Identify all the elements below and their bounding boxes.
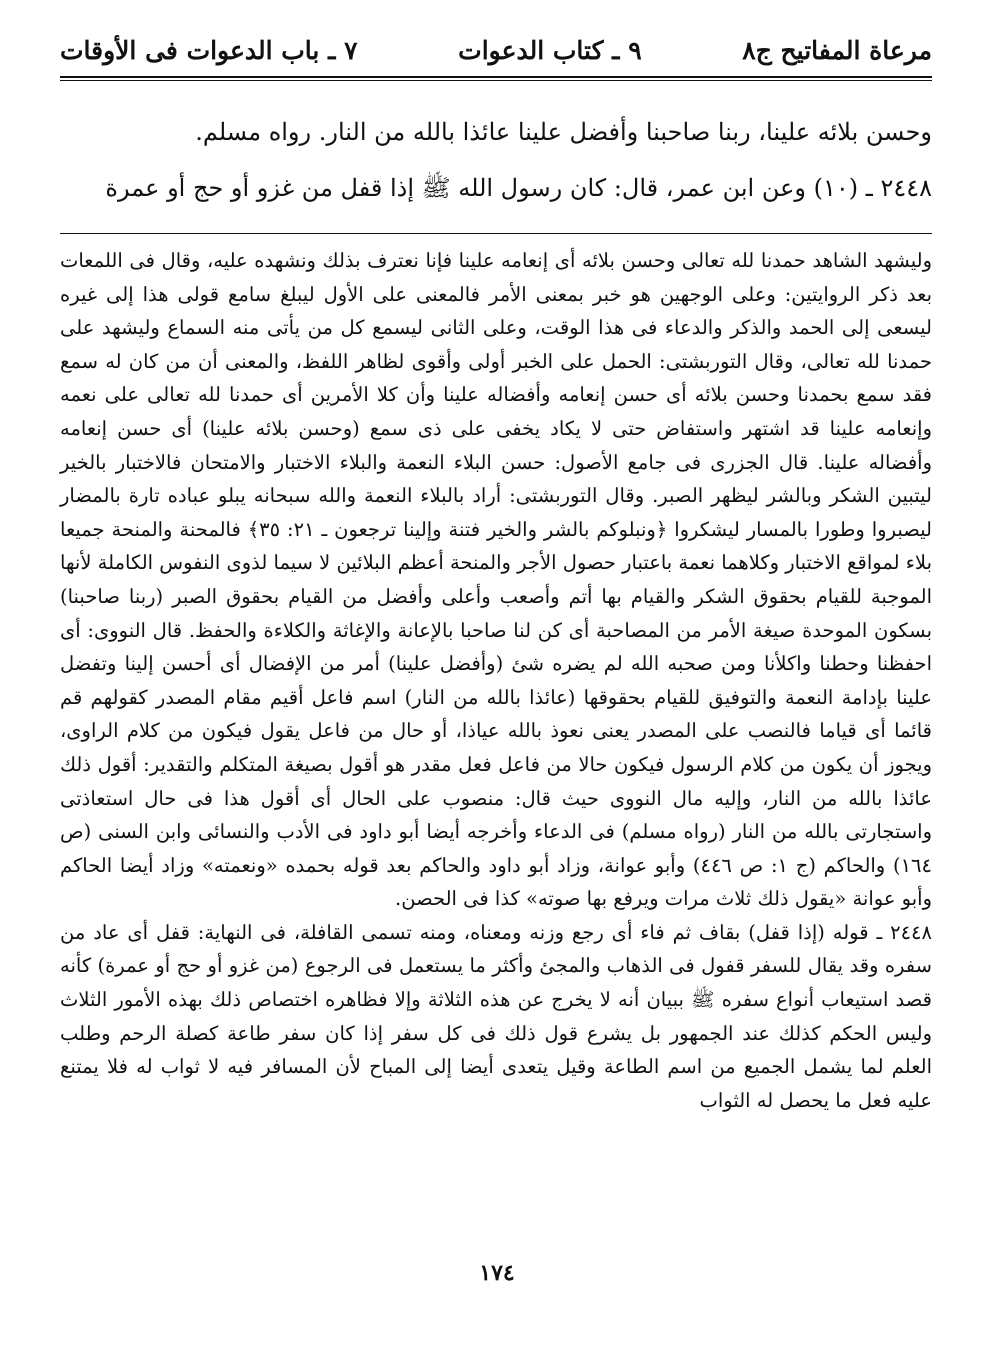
header-bab: ٧ ـ باب الدعوات فى الأوقات — [60, 35, 358, 65]
commentary-paragraph: وليشهد الشاهد حمدنا لله تعالى وحسن بلائه أى إنعامه علينا فإنا نعترف بذلك ونشهده عليه، وقال فى اللمعات بعد ذكر الروايتين: وعلى الوجهين هو خبر بمعنى الأمر فالمعنى على الأول ليبلغ سامع قولى هذا إلى غيره ليسعى إلى الحمد والذكر والدعاء فى هذا الوقت، وعلى الثانى ليسمع كل من يأتى منه السماع وليشهد على حمدنا لله تعالى، وقال التوربشتى: الحمل على الخبر أولى وأقوى لظاهر اللفظ، والمعنى أن من كان له سمع فقد سمع بحمدنا وحسن بلائه أى حسن إنعامه وأفضاله علينا وأن كلا الأمرين أى حمدنا لله تعالى على نعمه وإنعامه علينا قد اشتهر واستفاض حتى لا يكاد يخفى على ذى سمع (وحسن بلائه علينا) أى حسن إنعامه وأفضاله علينا. قال الجزرى فى جامع الأصول: حسن البلاء النعمة والبلاء الاختبار والامتحان فالاختبار بالخير ليتبين الشكر وبالشر ليظهر الصبر. وقال التوربشتى: أراد بالبلاء النعمة والله سبحانه يبلو عباده تارة بالمضار ليصبروا وطورا بالمسار ليشكروا ﴿ونبلوكم بالشر والخير فتنة وإلينا ترجعون ـ ٢١: ٣٥﴾ فالمحنة والمنحة جميعا بلاء لمواقع الاختبار وكلاهما نعمة باعتبار حصول الأجر والمنحة أعظم البلائين لا سيما لذوى النفوس الكاملة لأنها الموجبة للقيام بحقوق الشكر والقيام بها أتم وأصعب وأعلى وأفضل من القيام بحقوق الصبر (ربنا صاحبنا) بسكون الموحدة صيغة الأمر من المصاحبة أى كن لنا صاحبا بالإعانة والإغاثة والكلاءة والحفظ. قال النووى: أى احفظنا وحطنا واكلأنا ومن صحبه الله لم يضره شئ (وأفضل علينا) أمر من الإفضال أى أحسن إلينا وتفضل علينا بإدامة النعمة والتوفيق للقيام بحقوقها (عائذا بالله من النار) اسم فاعل أقيم مقام المصدر كقولهم قم قائما أى قياما فالنصب على المصدر يعنى نعوذ بالله عياذا، أو حال من فاعل يقول فيكون من كلام الراوى، ويجوز أن يكون من كلام الرسول فيكون حالا من فاعل فعل مقدر هو أقول بصيغة المتكلم والتقدير: أقول ذلك عائذا بالله من النار، وإليه مال النووى حيث قال: منصوب على الحال أى أقول هذا فى حال استعاذتى واستجارتى بالله من النار (رواه مسلم) فى الدعاء وأخرجه أيضا أبو داود فى الأدب والنسائى وابن السنى (ص ١٦٤) والحاكم (ج ١: ص ٤٤٦) وأبو عوانة، وزاد أبو داود والحاكم بعد قوله بحمده «ونعمته» وزاد أيضا الحاكم وأبو عوانة «يقول ذلك ثلاث مرات ويرفع بها صوته» كذا فى الحصن. — [60, 249, 932, 911]
commentary-divider — [60, 233, 932, 234]
hadith-line: وحسن بلائه علينا، ربنا صاحبنا وأفضل علينا عائذا بالله من النار. رواه مسلم. — [195, 118, 932, 146]
hadith-text — [60, 104, 932, 216]
page-number: ١٧٤ — [479, 1260, 515, 1286]
header-rule-thin — [60, 80, 932, 81]
header-book-title: مرعاة المفاتيح ج٨ — [742, 35, 932, 65]
header-rule-thick — [60, 76, 932, 78]
commentary-paragraph: ٢٤٤٨ ـ قوله (إذا قفل) بقاف ثم فاء أى رجع وزنه ومعناه، ومنه تسمى القافلة، فى النهاية: قفل أى عاد من سفره وقد يقال للسفر قفول فى الذهاب والمجئ وأكثر ما يستعمل فى الرجوع (من غزو أو حج أو عمرة) كأنه قصد استيعاب أنواع سفره ﷺ ببيان أنه لا يخرج عن هذه الثلاثة وإلا فظاهره اختصاص ذلك بهذه الأمور الثلاث وليس الحكم كذلك عند الجمهور بل يشرع قول ذلك فى كل سفر إذا كان سفر طاعة كصلة الرحم وطلب العلم لما يشمل الجميع من اسم الطاعة وقيل يتعدى أيضا إلى المباح لأن المسافر فيه لا ثواب له فلا يمتنع عليه فعل ما يحصل له الثواب — [60, 920, 932, 1112]
running-header — [60, 28, 932, 72]
hadith-line: ٢٤٤٨ ـ (١٠) وعن ابن عمر، قال: كان رسول الله ﷺ إذا قفل من غزو أو حج أو عمرة — [105, 174, 932, 202]
header-kitab: ٩ ـ كتاب الدعوات — [458, 35, 642, 65]
commentary-text — [60, 244, 932, 1117]
